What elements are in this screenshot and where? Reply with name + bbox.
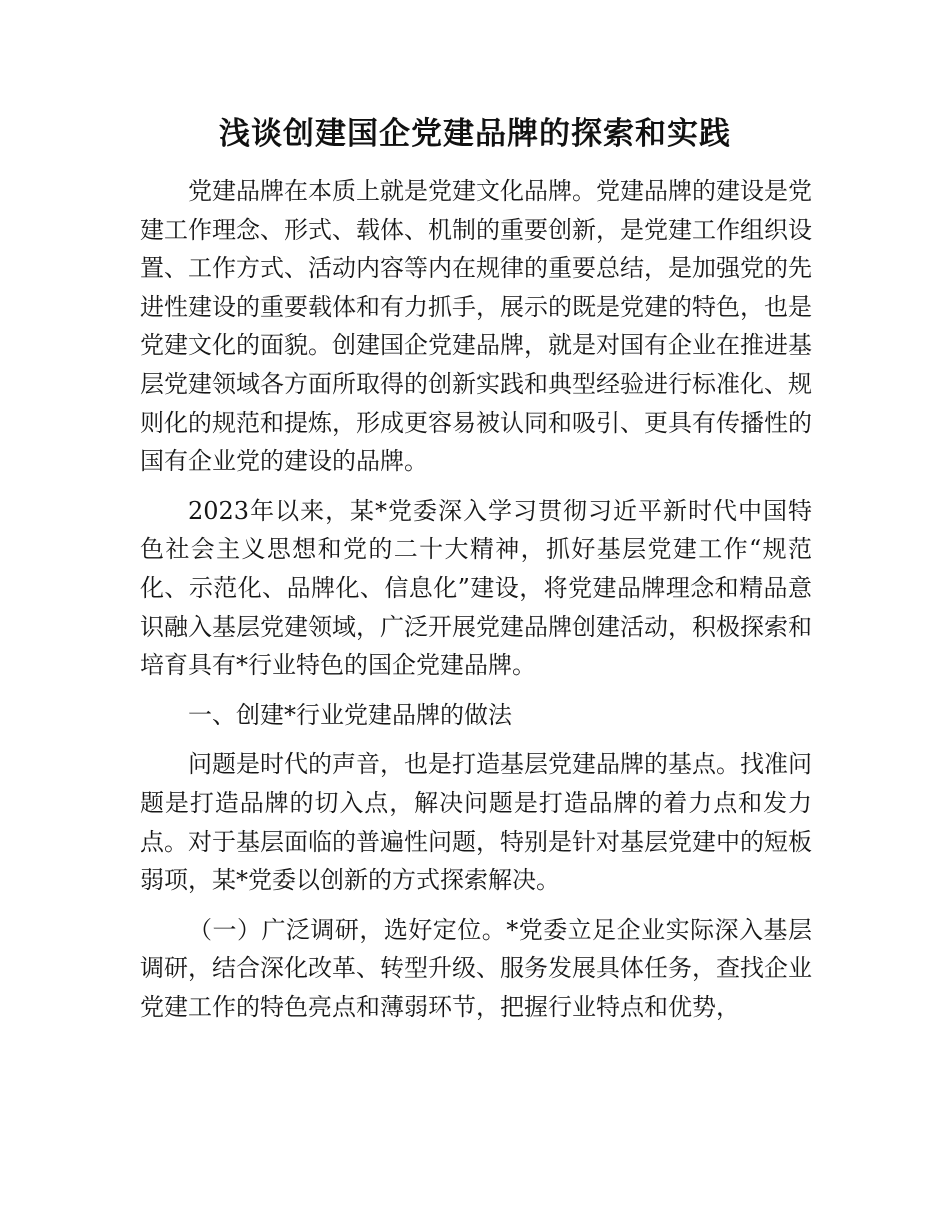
paragraph-intro: 党建品牌在本质上就是党建文化品牌。党建品牌的建设是党建工作理念、形式、载体、机制的重要创新，是党建工作组织设置、工作方式、活动内容等内在规律的重要总结，是加强党的先进性建设的重要载体和有力抓手，展示的既是党建的特色，也是党建文化的面貌。创建国企党建品牌，就是对国有企业在推进基层党建领域各方面所取得的创新实践和典型经验进行标准化、规则化的规范和提炼，形成更容易被认同和吸引、更具有传播性的国有企业党的建设的品牌。 xyxy=(140,177,812,476)
paragraph-background: 2023年以来，某*党委深入学习贯彻习近平新时代中国特色社会主义思想和党的二十大精神，抓好基层党建工作“规范化、示范化、品牌化、信息化”建设，将党建品牌理念和精品意识融入基层党建领域，广泛开展党建品牌创建活动，积极探索和培育具有*行业特色的国企党建品牌。 xyxy=(140,496,812,680)
document-body xyxy=(140,172,812,1037)
document-title: 浅谈创建国企党建品牌的探索和实践 xyxy=(219,116,731,152)
paragraph-problem: 问题是时代的声音，也是打造基层党建品牌的基点。找准问题是打造品牌的切入点，解决问题是打造品牌的着力点和发力点。对于基层面临的普遍性问题，特别是针对基层党建中的短板弱项，某*党委以创新的方式探索解决。 xyxy=(140,750,812,895)
paragraph-subsection-1: （一）广泛调研，选好定位。*党委立足企业实际深入基层调研，结合深化改革、转型升级、服务发展具体任务，查找企业党建工作的特色亮点和薄弱环节，把握行业特点和优势， xyxy=(140,915,812,1021)
section-heading-1: 一、创建*行业党建品牌的做法 xyxy=(188,700,512,729)
